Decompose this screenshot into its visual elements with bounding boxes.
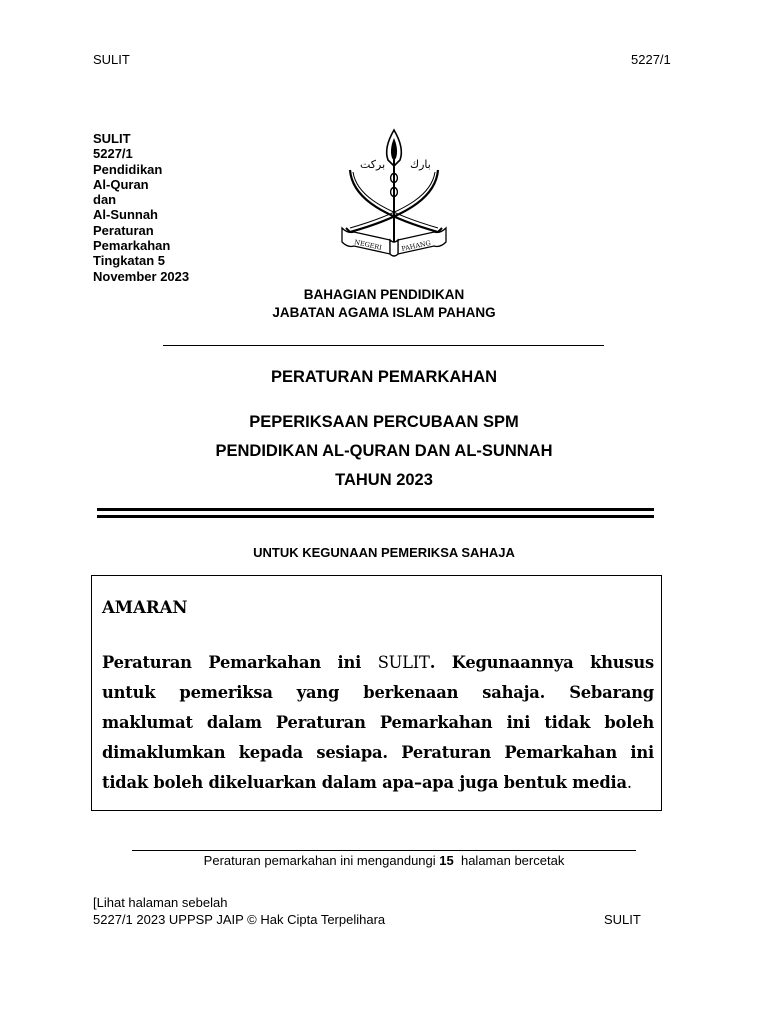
footer-right: SULIT [604,912,641,927]
warning-text-part2: . Kegunaannya khusus untuk pemeriksa yang berkenaan sahaja. Sebarang maklumat dalam Peraturan Pemarkahan ini tidak boleh dimaklumkan kepada sesiapa. Peraturan Pemarkahan ini tidak boleh dikeluarkan dalam apa–apa juga bentuk media [102,653,655,792]
info-line: November 2023 [93,268,190,284]
info-line: Pendidikan [93,161,163,177]
header-left: SULIT [93,52,130,67]
crest-script-right: ﺑﺎﺭﻙ [410,158,431,171]
warning-box [91,575,662,811]
page-count-number: 15 [439,853,454,868]
divider-line [163,345,604,346]
header-right: 5227/1 [631,52,671,67]
pahang-state-crest-icon [338,128,450,260]
page-count-prefix: Peraturan pemarkahan ini mengandungi [203,853,440,868]
warning-text-part1: Peraturan Pemarkahan ini [102,653,378,672]
warning-title: AMARAN [102,598,188,617]
page-count-suffix: halaman bercetak [453,853,565,868]
info-line: SULIT [93,131,131,146]
examiner-only-label: UNTUK KEGUNAAN PEMERIKSA SAHAJA [253,545,515,560]
next-page-note: [Lihat halaman sebelah [93,895,228,910]
info-line: 5227/1 [93,146,133,162]
footer-divider [132,850,636,851]
crest-ribbon-right: PAHANG [400,238,432,253]
warning-text-sulit: SULIT [377,653,430,672]
page-count-note [0,853,768,868]
warning-text [102,648,654,798]
subject-title: PENDIDIKAN AL-QURAN DAN AL-SUNNAH [215,442,553,460]
document-info-block [93,131,189,284]
divider-thick-top [97,508,654,511]
copyright-note: 5227/1 2023 UPPSP JAIP © Hak Cipta Terpelihara [93,912,386,927]
department-line-2: JABATAN AGAMA ISLAM PAHANG [272,305,496,320]
crest-ribbon-left: NEGERI [353,238,383,252]
scheme-title: PERATURAN PEMARKAHAN [270,368,498,386]
info-line: dan [93,192,117,208]
divider-thick-bottom [97,515,654,518]
warning-text-end: . [626,773,632,792]
year-title: TAHUN 2023 [335,471,433,489]
info-line: Al-Quran [93,176,149,192]
exam-title: PEPERIKSAAN PERCUBAAN SPM [249,413,519,431]
info-line: Pemarkahan [93,238,171,254]
department-line-1: BAHAGIAN PENDIDIKAN [303,287,465,302]
info-line: Al-Sunnah [93,207,158,223]
info-line: Tingkatan 5 [93,253,166,269]
crest-script-left: ﺑﺮﻛﺖ [360,158,386,171]
info-line: Peraturan [93,222,154,238]
